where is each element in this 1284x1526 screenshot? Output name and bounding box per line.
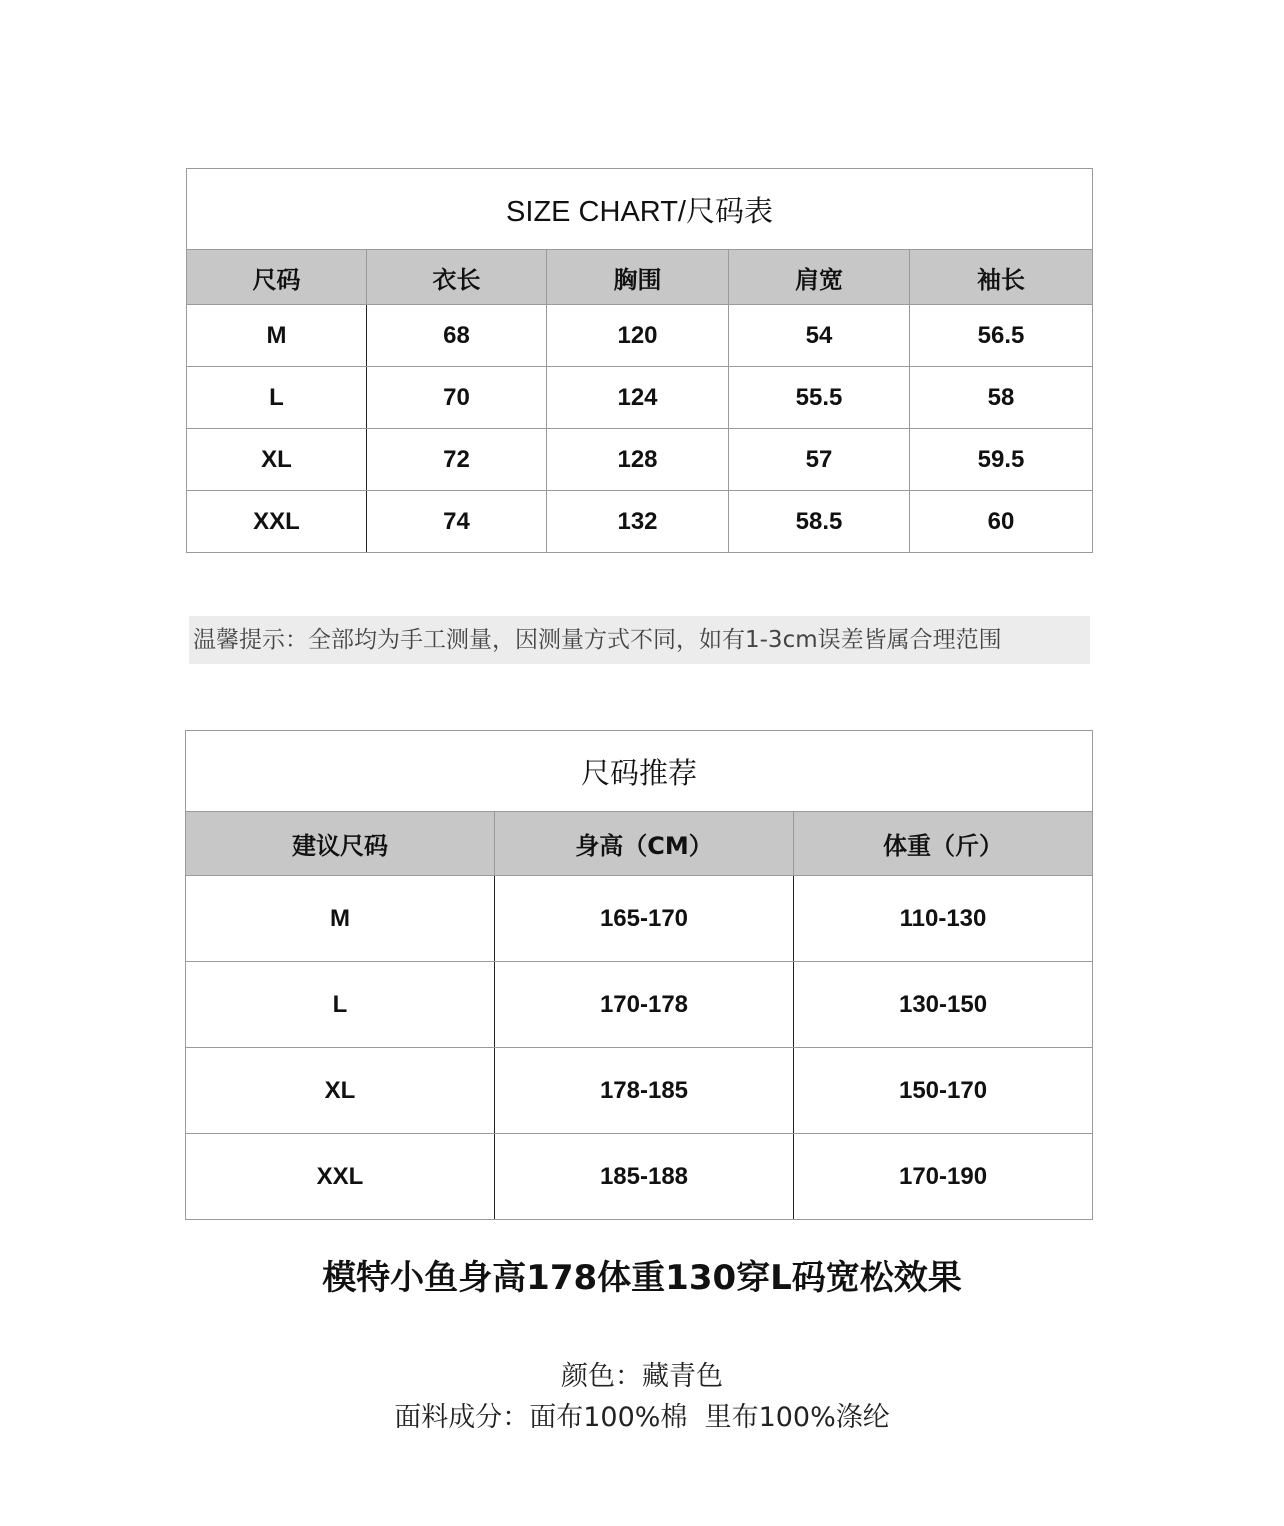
size-cell: XXL xyxy=(187,491,367,553)
header-chest: 胸围 xyxy=(547,250,729,305)
recommendation-title: 尺码推荐 xyxy=(186,731,1093,812)
weight-cell: 110-130 xyxy=(794,876,1093,962)
shoulder-cell: 57 xyxy=(729,429,910,491)
header-sleeve: 袖长 xyxy=(910,250,1093,305)
weight-cell: 130-150 xyxy=(794,962,1093,1048)
table-row xyxy=(186,962,1093,1048)
size-cell: L xyxy=(187,367,367,429)
chest-cell: 124 xyxy=(547,367,729,429)
size-recommendation-table xyxy=(185,730,1093,1220)
suggested-size-cell: XXL xyxy=(186,1134,495,1220)
table-row xyxy=(186,876,1093,962)
size-cell: XL xyxy=(187,429,367,491)
header-shoulder: 肩宽 xyxy=(729,250,910,305)
weight-cell: 150-170 xyxy=(794,1048,1093,1134)
header-length: 衣长 xyxy=(367,250,547,305)
suggested-size-cell: M xyxy=(186,876,495,962)
table-row xyxy=(187,429,1093,491)
header-size: 尺码 xyxy=(187,250,367,305)
measurement-tip: 温馨提示：全部均为手工测量，因测量方式不同，如有1-3cm误差皆属合理范围 xyxy=(189,616,1090,664)
weight-cell: 170-190 xyxy=(794,1134,1093,1220)
length-cell: 72 xyxy=(367,429,547,491)
shoulder-cell: 54 xyxy=(729,305,910,367)
sleeve-cell: 59.5 xyxy=(910,429,1093,491)
length-cell: 70 xyxy=(367,367,547,429)
header-suggested-size: 建议尺码 xyxy=(186,812,495,876)
height-cell: 185-188 xyxy=(495,1134,794,1220)
table-row xyxy=(187,367,1093,429)
sleeve-cell: 58 xyxy=(910,367,1093,429)
table-row xyxy=(187,491,1093,553)
color-line: 颜色：藏青色 xyxy=(561,1361,723,1392)
length-cell: 74 xyxy=(367,491,547,553)
chest-cell: 132 xyxy=(547,491,729,553)
size-cell: M xyxy=(187,305,367,367)
suggested-size-cell: XL xyxy=(186,1048,495,1134)
chest-cell: 120 xyxy=(547,305,729,367)
size-chart-title: SIZE CHART/尺码表 xyxy=(187,169,1093,250)
header-weight: 体重（斤） xyxy=(794,812,1093,876)
size-chart-table xyxy=(186,168,1093,553)
sleeve-cell: 56.5 xyxy=(910,305,1093,367)
table-row xyxy=(187,305,1093,367)
model-caption: 模特小鱼身高178体重130穿L码宽松效果 xyxy=(322,1258,962,1298)
table-row xyxy=(186,1048,1093,1134)
suggested-size-cell: L xyxy=(186,962,495,1048)
height-cell: 165-170 xyxy=(495,876,794,962)
shoulder-cell: 55.5 xyxy=(729,367,910,429)
fabric-line: 面料成分：面布100%棉 里布100%涤纶 xyxy=(394,1402,890,1433)
header-height: 身高（CM） xyxy=(495,812,794,876)
length-cell: 68 xyxy=(367,305,547,367)
chest-cell: 128 xyxy=(547,429,729,491)
height-cell: 170-178 xyxy=(495,962,794,1048)
height-cell: 178-185 xyxy=(495,1048,794,1134)
table-row xyxy=(186,1134,1093,1220)
shoulder-cell: 58.5 xyxy=(729,491,910,553)
sleeve-cell: 60 xyxy=(910,491,1093,553)
product-info xyxy=(0,1356,1284,1438)
